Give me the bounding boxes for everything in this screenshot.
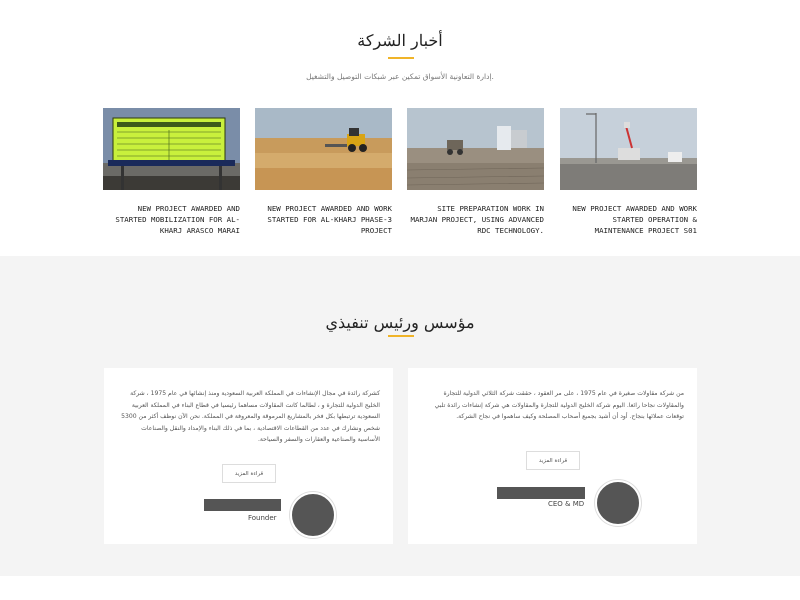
news-image-site-preparation[interactable]: [407, 108, 544, 190]
page-bottom-strip: [0, 576, 800, 600]
founder-bio: كشركة رائدة في مجال الإنشاءات في المملكة العربية السعودية ومنذ إنشائها في عام 1975 ، شركة الخليج الدولية للتجارة و ، لطالما كانت المقاولات مساهما رئيسيا في قطاع البناء في المملكة العربية السعودية ترتبطها بكل فخر بالمشاريع المرموقة والمعروفة في المملكة. نحن الآن نوظف أكثر من 5300 شخص ونشارك في عدد من القطاعات الاقتصادية ، بما في ذلك البناء والإمداد والنقل والصناعات الأساسية والصناعية والعقارات والسفر والسياحة.: [121, 390, 380, 443]
news-title-underline: [388, 57, 414, 59]
news-title: أخبار الشركة: [357, 31, 443, 50]
news-card-caption[interactable]: NEW PROJECT AWARDED AND WORK STARTED OPERATION & MAINTENANCE PROJECT S01: [572, 204, 697, 235]
news-card[interactable]: [560, 108, 697, 236]
ceo-avatar: [595, 480, 641, 526]
news-card[interactable]: [407, 108, 544, 236]
founders-title: مؤسس ورئيس تنفيذي: [325, 313, 475, 332]
news-subtitle: إدارة التعاونية الأسواق تمكين عبر شبكات التوصيل والتشغيل.: [306, 72, 494, 81]
news-image-grader[interactable]: [255, 108, 392, 190]
founder-read-more-button[interactable]: قراءة المزيد: [222, 464, 276, 483]
news-card-caption[interactable]: NEW PROJECT AWARDED AND WORK STARTED FOR AL-KHARJ PHASE-3 PROJECT: [267, 204, 392, 235]
ceo-read-more-button[interactable]: قراءة المزيد: [526, 451, 580, 470]
company-news-section: [0, 0, 800, 256]
founder-name-placeholder: [204, 499, 281, 511]
news-card-caption[interactable]: SITE PREPARATION WORK IN MARJAN PROJECT, USING ADVANCED RDC TECHNOLOGY.: [410, 204, 544, 235]
founders-title-underline: [388, 335, 414, 337]
news-card[interactable]: [103, 108, 240, 236]
news-card[interactable]: [255, 108, 392, 236]
ceo-bio: من شركة مقاولات صغيرة في عام 1975 ، على مر العقود ، حققت شركة الثلاثي الدولية للتجارة والمقاولات نجاحا رائعا. اليوم شركة الخليج الدولية للتجارة والمقاولات هي شركة إنشاءات رائدة تلبي توقعات عملائها بنجاح. أود أن أشيد بجميع أصحاب المصلحة وكيف ساهموا في نجاح الشركة.: [434, 390, 684, 420]
founder-role: Founder: [248, 514, 277, 522]
news-card-caption[interactable]: NEW PROJECT AWARDED AND STARTED MOBILIZATION FOR AL-KHARJ ARASCO MARAI: [115, 204, 240, 235]
ceo-card: [408, 368, 697, 544]
news-image-maintenance[interactable]: [560, 108, 697, 190]
founder-card: [104, 368, 393, 544]
news-image-signboard[interactable]: [103, 108, 240, 190]
ceo-role: CEO & MD: [548, 500, 585, 508]
founder-avatar: [290, 492, 336, 538]
ceo-name-placeholder: [497, 487, 585, 499]
